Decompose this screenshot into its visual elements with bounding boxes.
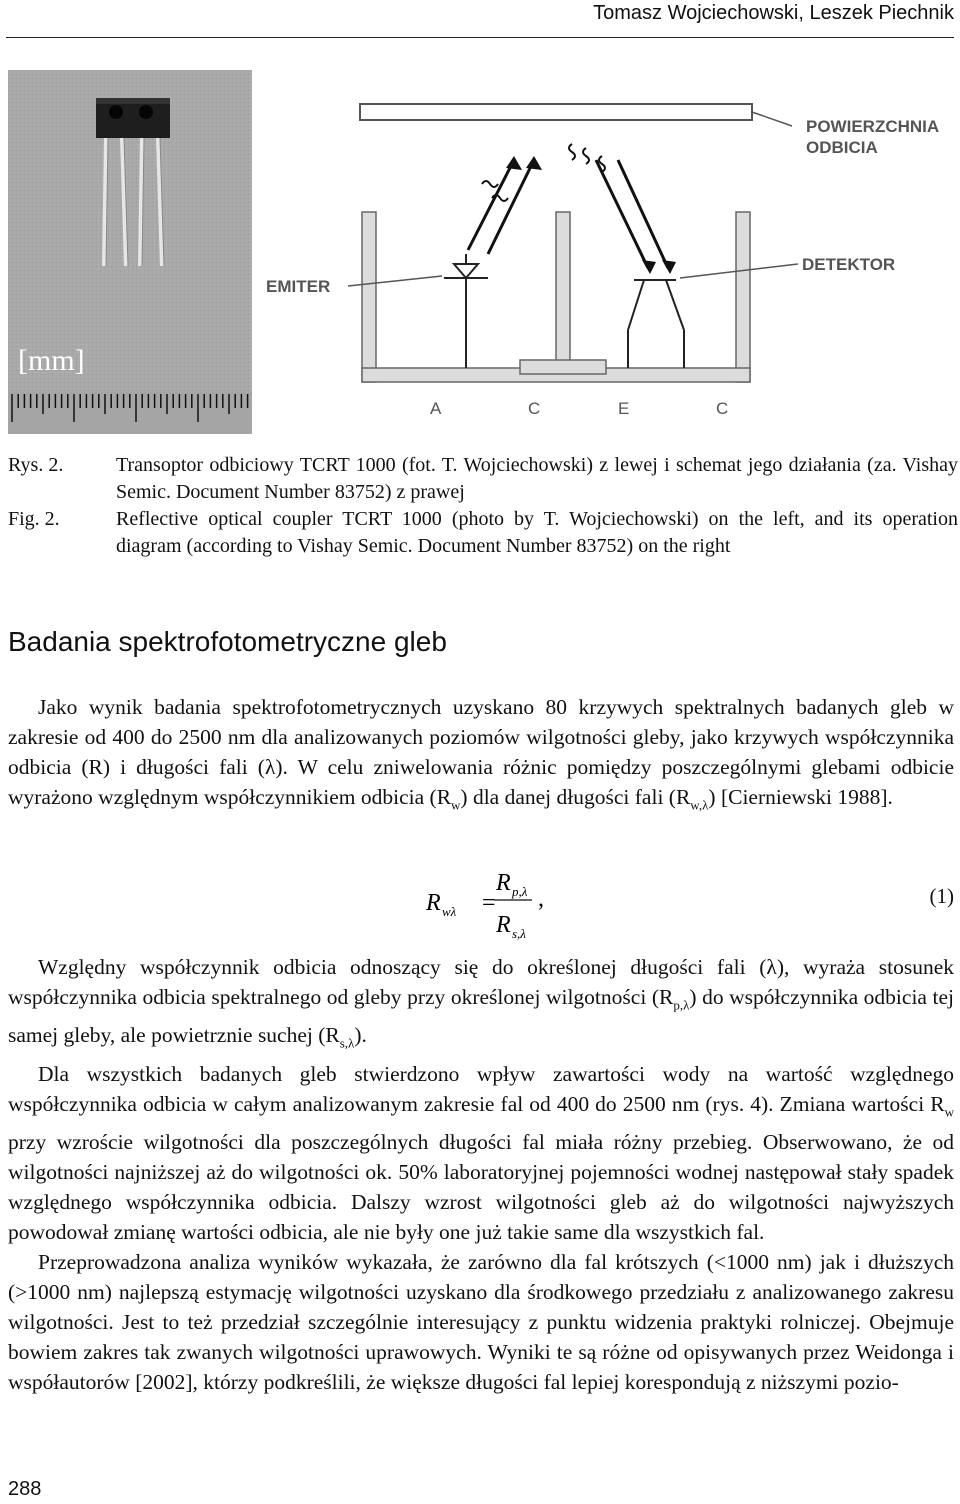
caption-en (8, 506, 958, 560)
header-rule (6, 37, 954, 38)
svg-text:s,λ: s,λ (512, 926, 526, 941)
diode-symbol (444, 254, 488, 368)
emitter-label: EMITER (266, 277, 331, 296)
pin-e-label: E (618, 399, 630, 418)
equation-number: (1) (929, 884, 954, 908)
caption-pl (8, 452, 958, 506)
pin-c1-label: C (528, 399, 541, 418)
paragraph-4: Przeprowadzona analiza wyników wykazała, że zarówno dla fal krótszych (<1000 nm) jak i dłuższych (>1000 nm) najlepszą estymację wilgotności uzyskano dla środkowego przedziału z analizowanego zakresu wilgotności. Jest to też przedział szczególnie interesujący z punktu widzenia praktyki rolniczej. Obejmuje bowiem zakres tak zwanych wilgotności uprawowych. Wyniki te są różne od opisywanych przez Weidonga i współautorów [2002], którzy podkreślili, że większe długości fal lepiej korespondują z niższymi pozio- (8, 1249, 954, 1394)
page-number: 288 (8, 1478, 42, 1500)
sensor-housing (362, 212, 750, 382)
surface-label-2: ODBICIA (806, 138, 878, 157)
svg-text:wλ: wλ (442, 904, 457, 919)
reflecting-surface (360, 104, 752, 120)
caption-label: Rys. 2. (8, 454, 64, 476)
body-text (8, 952, 954, 1397)
paragraph-2: Względny współczynnik odbicia odnoszący się do określonej długości fali (λ), wyraża stosunek współczynnika odbicia spektralnego od gleby przy określonej wilgotności $(R_{p,\lambda})$ do współczynnika odbicia tej samej gleby, ale powietrznie suchej $(R_{s,\lambda})$. (8, 955, 954, 1051)
section-title: Badania spektrofotometryczne gleb (8, 626, 447, 657)
running-header: Tomasz Wojciechowski, Leszek Piechnik (593, 2, 954, 24)
surface-label: POWIERZCHNIA (806, 117, 940, 136)
caption-text: Transoptor odbiciowy TCRT 1000 (fot. T. Wojciechowski) z lewej i schemat jego działania (za. Vishay Semic. Document Number 83752) z prawej (116, 454, 958, 503)
detector-label: DETEKTOR (802, 255, 896, 274)
equation-formula (420, 866, 620, 946)
phototransistor-symbol (628, 280, 684, 368)
svg-text:R: R (496, 870, 511, 896)
operation-diagram (256, 90, 960, 430)
paragraph-1: Jako wynik badania spektrofotometrycznych uzyskano 80 krzywych spektralnych badanych gleb w zakresie od 400 do 2500 nm dla analizowanych poziomów wilgotności gleby, jako krzywych współczynnika odbicia (R) i długości fali (λ). W celu zniwelowania różnic pomiędzy poszczególnymi glebami odbicie wyrażono względnym współczynnikiem odbicia $(R_w)$ dla danej długości fali $(R_{w,\lambda})$ [Cierniewski 1988]. (8, 695, 954, 813)
sensor-photo (8, 70, 252, 434)
svg-text:R: R (496, 912, 511, 938)
svg-text:R: R (426, 890, 441, 916)
caption-label: Fig. 2. (8, 508, 60, 530)
unit-label: [mm] (18, 344, 85, 377)
equation-1 (420, 866, 960, 946)
pin-c2-label: C (716, 399, 729, 418)
paragraph-3: Dla wszystkich badanych gleb stwierdzono wpływ zawartości wody na wartość względnego współczynnika odbicia w całym analizowanym zakresie fal od 400 do 2500 nm (rys. 4). Zmiana wartości $R_w$ przy wzroście wilgotności dla poszczególnych długości fal miała różny przebieg. Obserwowano, że od wilgotności najniższej aż do wilgotności ok. 50% laboratoryjnej pojemności wodnej następował stały spadek względnego współczynnika odbicia. Dalszy wzrost wilgotności gleb aż do wilgotności najwyższych powodował zmianę wartości odbicia, ale nie były one już takie same dla wszystkich fal. (8, 1061, 954, 1244)
svg-text:,: , (538, 886, 544, 912)
figure-captions (8, 452, 958, 560)
svg-text:p,λ: p,λ (512, 884, 528, 899)
caption-text: Reflective optical coupler TCRT 1000 (photo by T. Wojciechowski) on the left, and its operation diagram (according to Vishay Semic. Document Number 83752) on the right (116, 508, 958, 557)
pin-a-label: A (430, 399, 442, 418)
svg-text:=: = (482, 890, 496, 916)
